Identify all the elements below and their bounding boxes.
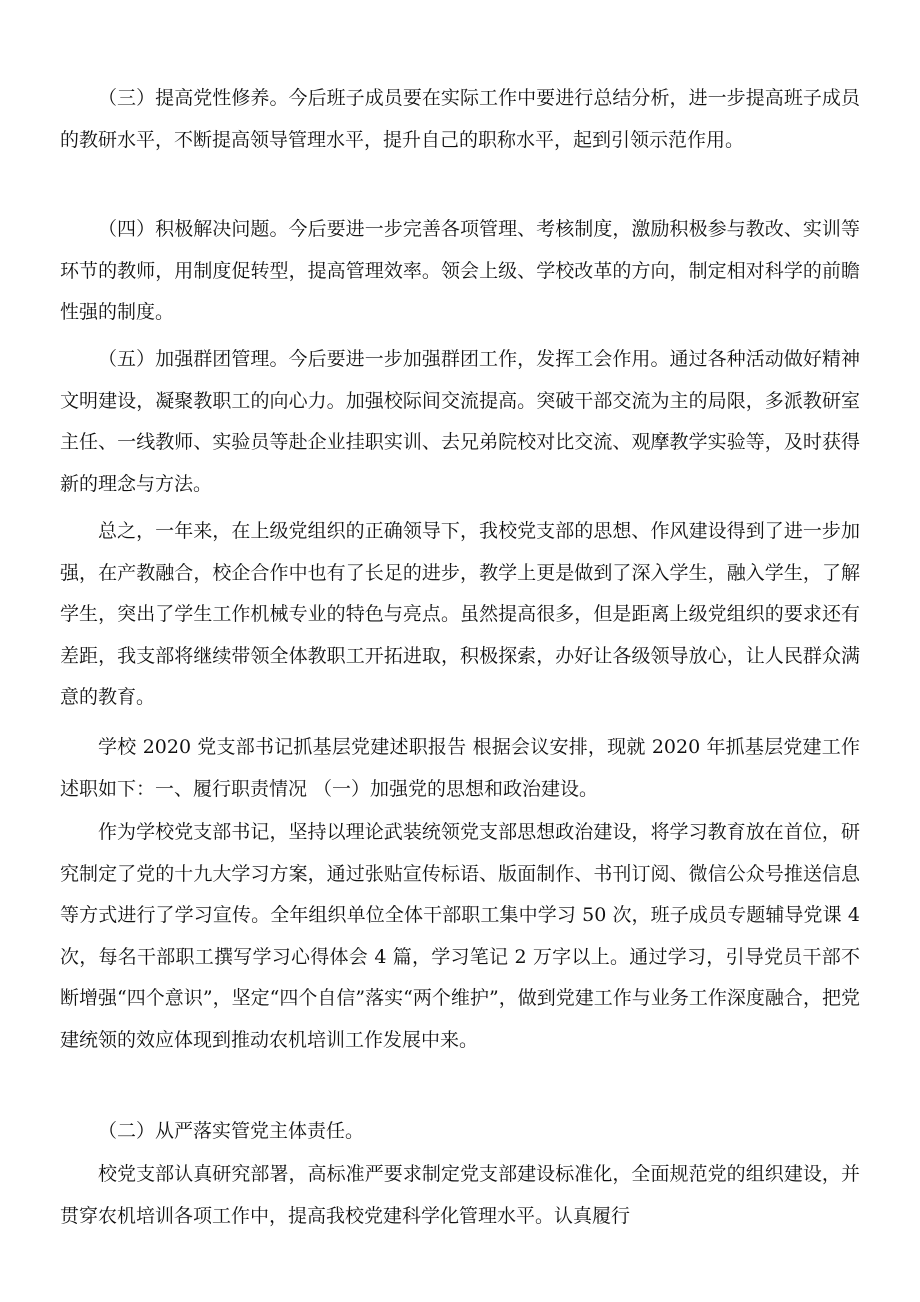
- paragraph-improve-party-spirit: （三）提高党性修养。今后班子成员要在实际工作中要进行总结分析，进一步提高班子成员的教研水平，不断提高领导管理水平，提升自己的职称水平，起到引领示范作用。: [60, 87, 860, 151]
- paragraph-party-branch-standardization: 校党支部认真研究部署，高标准严要求制定党支部建设标准化，全面规范党的组织建设，并贯穿农机培训各项工作中，提高我校党建科学化管理水平。认真履行: [60, 1163, 860, 1227]
- paragraph-summary: 总之，一年来，在上级党组织的正确领导下，我校党支部的思想、作风建设得到了进一步加强，在产教融合，校企合作中也有了长足的进步，教学上更是做到了深入学生，融入学生，了解学生，突出了学生工作机械专业的特色与亮点。虽然提高很多，但是距离上级党组织的要求还有差距，我支部将继续带领全体教职工开拓进取，积极探索，办好让各级领导放心，让人民群众满意的教育。: [60, 520, 860, 708]
- paragraph-solve-problems: （四）积极解决问题。今后要进一步完善各项管理、考核制度，激励积极参与教改、实训等环节的教师，用制度促转型，提高管理效率。领会上级、学校改革的方向，制定相对科学的前瞻性强的制度。: [60, 218, 860, 323]
- paragraph-secretary-duties: 作为学校党支部书记，坚持以理论武装统领党支部思想政治建设，将学习教育放在首位，研究制定了党的十九大学习方案，通过张贴宣传标语、版面制作、书刊订阅、微信公众号推送信息等方式进行了学习宣传。全年组织单位全体干部职工集中学习 50 次，班子成员专题辅导党课 4 次，每名干部职工撰写学习心得体会 4 篇，学习笔记 2 万字以上。通过学习，引导党员干部不断增强“四个意识”，坚定“四个自信”落实“两个维护”，做到党建工作与业务工作深度融合，把党建统领的效应体现到推动农机培训工作发展中来。: [60, 821, 860, 1051]
- section-heading-responsibility: （二）从严落实管党主体责任。: [98, 1120, 365, 1142]
- paragraph-group-management: （五）加强群团管理。今后要进一步加强群团工作，发挥工会作用。通过各种活动做好精神文明建设，凝聚教职工的向心力。加强校际间交流提高。突破干部交流为主的局限，多派教研室主任、一线教师、实验员等赴企业挂职实训、去兄弟院校对比交流、观摩教学实验等，及时获得新的理念与方法。: [60, 348, 860, 495]
- paragraph-report-intro: 学校 2020 党支部书记抓基层党建述职报告 根据会议安排，现就 2020 年抓基层党建工作述职如下：一、履行职责情况 （一）加强党的思想和政治建设。: [60, 736, 860, 800]
